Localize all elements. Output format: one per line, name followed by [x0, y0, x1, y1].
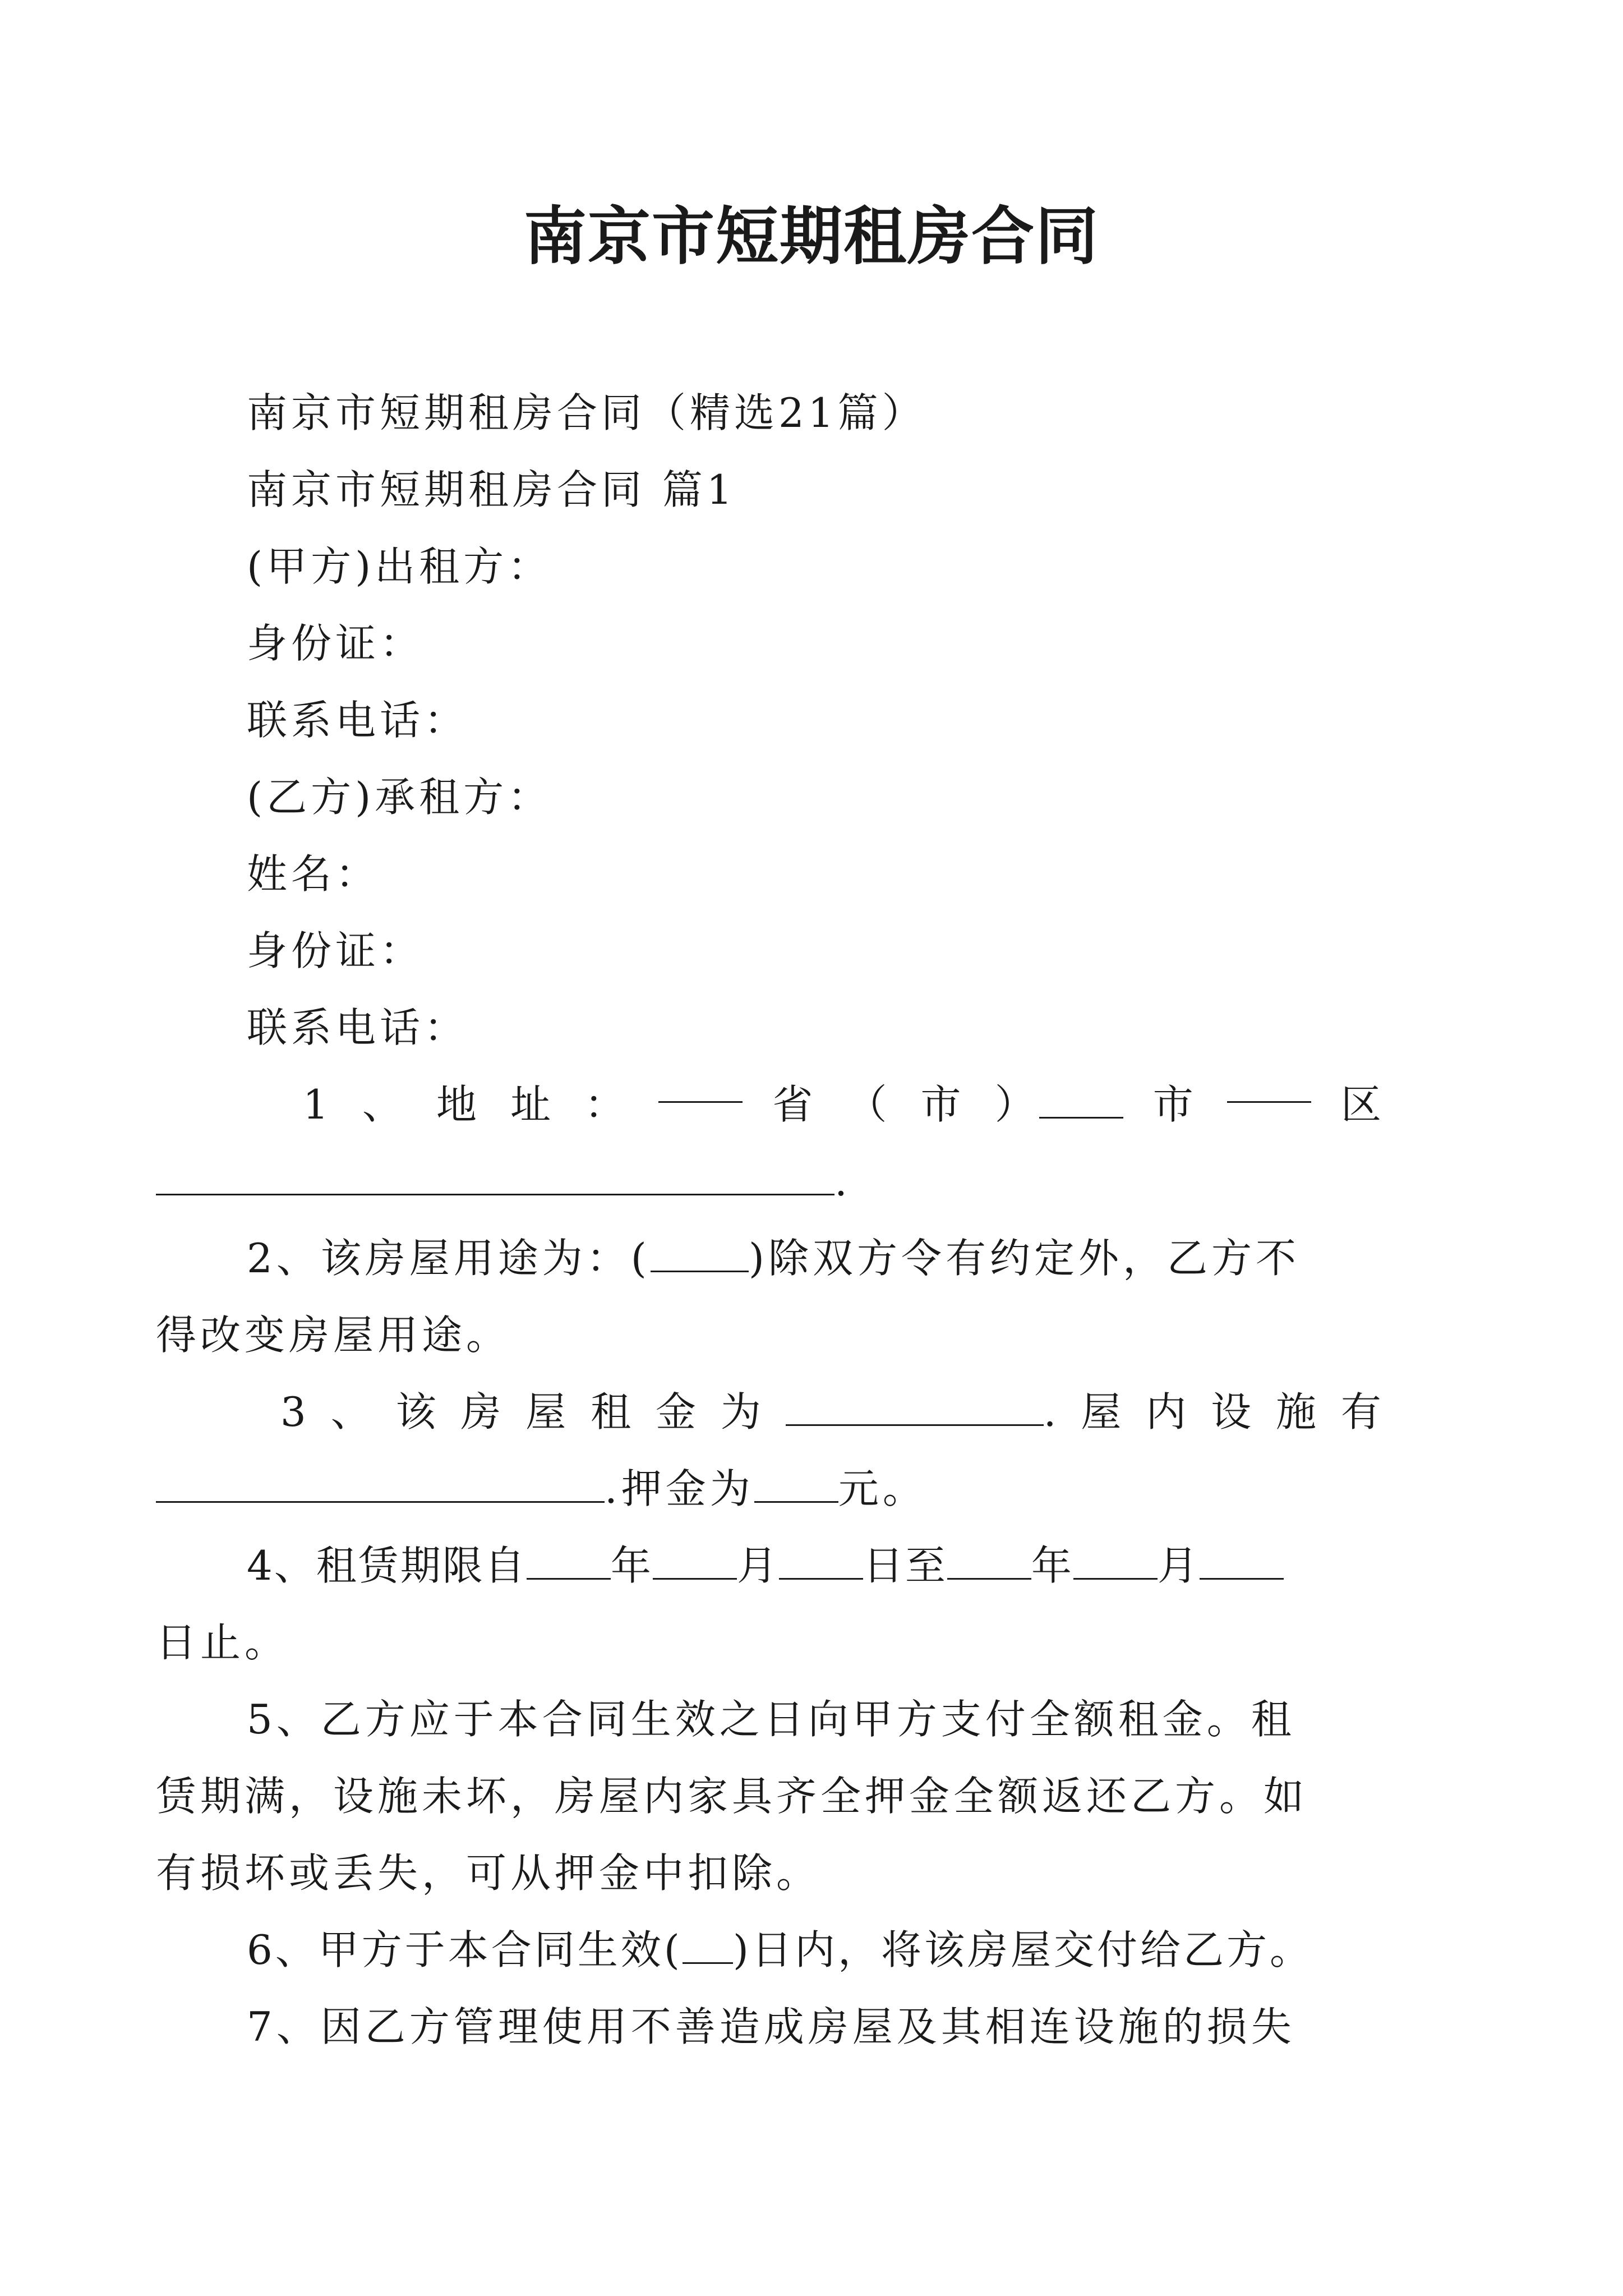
clause-1-city-b: 市 [1152, 1081, 1197, 1128]
field-lessee-id: 身份证： [247, 927, 425, 974]
clause-3-word: 金 [655, 1388, 700, 1435]
clause-1-address-line [247, 1066, 1385, 1143]
clause-6-text-a: 6、甲方于本合同生效( [247, 1926, 683, 1973]
clause-3-number: 3 [280, 1388, 310, 1435]
blank-address-detail [156, 1159, 834, 1195]
clause-2-line-1 [247, 1220, 1385, 1297]
clause-1-district: 区 [1340, 1081, 1385, 1128]
clause-2-line-2: 得改变房屋用途。 [156, 1312, 511, 1359]
clause-3-word: 设 [1211, 1388, 1256, 1435]
field-lessor: (甲方)出租方： [247, 543, 552, 590]
clause-1-end: . [834, 1158, 851, 1205]
clause-3-word: 屋 [525, 1388, 570, 1435]
clause-4-line-1 [247, 1527, 1385, 1604]
clause-1-rparen: ） [994, 1081, 1039, 1128]
clause-6-line-1 [247, 1912, 1385, 1989]
blank-district [1227, 1066, 1311, 1103]
clause-3-word: 房 [460, 1388, 505, 1435]
clause-3-word: 屋 [1081, 1388, 1126, 1435]
blank-delivery-days [683, 1927, 733, 1964]
clause-3-deposit-label: .押金为 [605, 1465, 754, 1512]
paragraph-subtitle: 南京市短期租房合同（精选21篇） [247, 389, 926, 436]
clause-1-word-zhi: 址 [510, 1081, 555, 1128]
clause-7-line-1: 7、因乙方管理使用不善造成房屋及其相连设施的损失 [247, 2003, 1295, 2050]
clause-2-text-a: 2、该房屋用途为：( [247, 1235, 651, 1282]
clause-3-word: 有 [1340, 1388, 1385, 1435]
clause-5-line-1: 5、乙方应于本合同生效之日向甲方支付全额租金。租 [247, 1696, 1295, 1743]
field-lessee: (乙方)承租方： [247, 774, 552, 821]
document-title: 南京市短期租房合同 [524, 200, 1099, 273]
clause-2-text-b: )除双方令有约定外，乙方不 [748, 1235, 1300, 1282]
clause-4-year-b: 年 [1031, 1542, 1073, 1589]
blank-facilities [156, 1466, 605, 1503]
clause-3-sep: 、 [330, 1388, 375, 1435]
clause-3-word: 内 [1146, 1388, 1191, 1435]
clause-1-city-a: 市 [920, 1081, 965, 1128]
clause-4-line-2: 日止。 [156, 1619, 289, 1666]
clause-4-day-to: 日至 [863, 1542, 947, 1589]
clause-4-year-a: 年 [610, 1542, 653, 1589]
clause-1-sep: 、 [362, 1081, 407, 1128]
clause-3-line-1 [247, 1374, 1385, 1451]
blank-end-year [947, 1543, 1031, 1580]
blank-start-year [527, 1543, 611, 1580]
clause-3-word: 施 [1275, 1388, 1320, 1435]
clause-5-line-2: 赁期满，设施未坏，房屋内家具齐全押金全额返还乙方。如 [156, 1773, 1308, 1820]
clause-4-month-a: 月 [736, 1542, 779, 1589]
blank-deposit [754, 1466, 838, 1503]
clause-3-line-2 [156, 1451, 1385, 1527]
clause-6-text-b: )日内，将该房屋交付给乙方。 [732, 1926, 1313, 1973]
blank-city [1039, 1082, 1123, 1119]
clause-1-number: 1 [303, 1081, 333, 1128]
clause-4-text: 4、租赁期限自 [247, 1542, 527, 1589]
blank-start-month [653, 1543, 737, 1580]
clause-5-line-3: 有损坏或丢失，可从押金中扣除。 [156, 1849, 821, 1897]
document-body [156, 375, 1385, 2065]
blank-province [658, 1066, 743, 1103]
blank-usage [651, 1236, 749, 1272]
clause-3-deposit-unit: 元。 [838, 1465, 927, 1512]
field-lessor-id: 身份证： [247, 620, 425, 667]
clause-3-word: 为 [720, 1388, 765, 1435]
clause-4-month-b: 月 [1157, 1542, 1200, 1589]
clause-1-province: 省 [772, 1081, 817, 1128]
clause-3-word: 租 [591, 1388, 635, 1435]
clause-3-dot: . [1043, 1388, 1061, 1435]
blank-end-day [1200, 1543, 1284, 1580]
blank-end-month [1073, 1543, 1158, 1580]
paragraph-chapter-heading: 南京市短期租房合同 篇1 [247, 466, 736, 513]
clause-1-word-di: 地 [436, 1081, 481, 1128]
clause-1-colon: ： [584, 1081, 629, 1128]
blank-rent [786, 1389, 1044, 1426]
field-lessor-phone: 联系电话： [247, 697, 469, 744]
clause-3-word: 该 [395, 1388, 440, 1435]
field-lessee-phone: 联系电话： [247, 1004, 469, 1051]
clause-1-lparen: （ [846, 1081, 891, 1128]
clause-1-address-continuation [156, 1143, 1385, 1220]
field-lessee-name: 姓名： [247, 850, 380, 898]
blank-start-day [779, 1543, 863, 1580]
